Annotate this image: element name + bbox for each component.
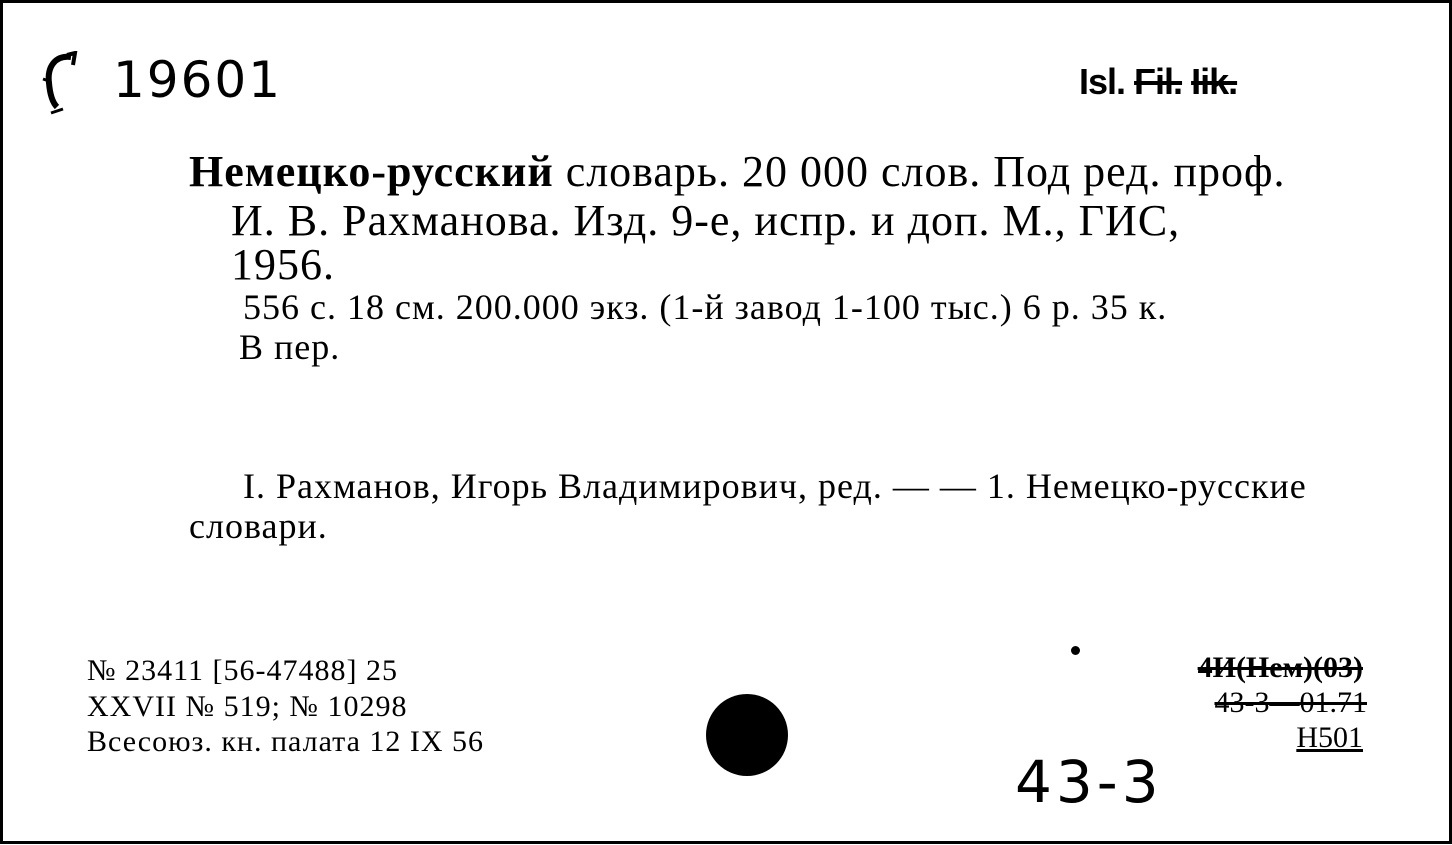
stamp-part-1: Isl. bbox=[1079, 61, 1126, 102]
corner-mark bbox=[41, 51, 85, 121]
classification-line-3: Н501 bbox=[1296, 721, 1363, 754]
entry-line-2: И. В. Рахманова. Изд. 9-е, испр. и доп. М., ГИС, bbox=[231, 196, 1181, 245]
stamp-part-3: Iik. bbox=[1191, 61, 1238, 102]
tracing-line-2: словари. bbox=[189, 506, 328, 546]
classification-line-2: 43-3—01.71 bbox=[1214, 686, 1367, 719]
handwritten-classification: 43-3 bbox=[1015, 748, 1163, 816]
registry-line-1: № 23411 [56-47488] 25 bbox=[87, 654, 398, 687]
handwritten-accession-number: 19601 bbox=[113, 51, 283, 109]
ink-speck bbox=[1071, 646, 1080, 655]
entry-title: Немецко-русский bbox=[189, 147, 554, 196]
registry-line-3: Всесоюз. кн. палата 12 IX 56 bbox=[87, 725, 485, 758]
stamp-mark bbox=[1079, 61, 1237, 103]
entry-line-5: В пер. bbox=[239, 327, 341, 367]
classification-line-1: 4И(Нем)(03) bbox=[1197, 651, 1363, 684]
entry-line-4: 556 с. 18 см. 200.000 экз. (1-й завод 1-100 тыс.) 6 р. 35 к. bbox=[243, 287, 1168, 327]
entry-line-1-rest: словарь. 20 000 слов. Под ред. проф. bbox=[565, 147, 1286, 196]
tracing-line-1: I. Рахманов, Игорь Владимирович, ред. — — 1. Немецко-русские bbox=[243, 466, 1307, 506]
entry-line-1 bbox=[189, 146, 1286, 197]
registry-line-2: XXVII № 519; № 10298 bbox=[87, 690, 408, 723]
punched-hole bbox=[706, 694, 788, 776]
entry-line-3: 1956. bbox=[231, 240, 335, 289]
stamp-part-2: Fil. bbox=[1134, 61, 1183, 102]
